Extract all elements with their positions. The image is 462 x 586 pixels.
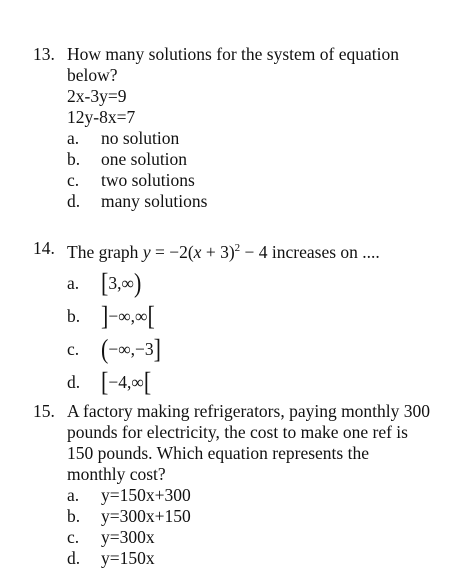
interval-open-bracket: ]: [101, 300, 109, 332]
interval-close-bracket: [: [147, 300, 155, 332]
question-stem: [67, 238, 456, 263]
option-letter: b.: [67, 149, 81, 169]
option-text: y=150x+300: [101, 485, 191, 505]
interval-bounds: 3,∞: [108, 273, 134, 294]
option-letter: a.: [67, 485, 80, 505]
interval-bounds: −4,∞: [108, 372, 144, 393]
question-line: monthly cost?: [67, 464, 166, 484]
math-exponent: 2: [234, 242, 241, 254]
interval: [101, 300, 155, 332]
question-text: [67, 238, 456, 263]
option-a: [67, 485, 456, 506]
option-letter: b.: [67, 306, 81, 327]
option-letter: c.: [67, 339, 80, 360]
question-line: pounds for electricity, the cost to make one ref is: [67, 422, 408, 442]
option-text: y=150x: [101, 548, 155, 568]
equation-line: 12y-8x=7: [67, 107, 136, 127]
option-letter: c.: [67, 170, 80, 190]
question-number: 13.: [33, 44, 55, 64]
option-d: [67, 366, 456, 398]
option-letter: d.: [67, 548, 81, 568]
question-number: 14.: [33, 238, 55, 258]
interval-bounds: −∞,∞: [108, 306, 148, 327]
math-eq-part: + 3): [201, 241, 235, 262]
interval-close-bracket: [: [143, 366, 152, 398]
math-eq-part: − 4: [240, 241, 268, 262]
option-text: no solution: [101, 128, 180, 148]
option-text: y=300x+150: [101, 506, 191, 526]
option-letter: a.: [67, 128, 80, 148]
option-letter: b.: [67, 506, 81, 526]
question-15: [33, 401, 456, 569]
option-text: two solutions: [101, 170, 195, 190]
option-letter: a.: [67, 273, 80, 294]
math-var-y: y: [142, 241, 151, 262]
option-a: [67, 128, 456, 149]
option-letter: c.: [67, 527, 80, 547]
question-text: [67, 44, 456, 128]
equation-line: 2x-3y=9: [67, 86, 127, 106]
option-c: [67, 170, 456, 191]
interval-close-bracket: ]: [153, 333, 161, 365]
option-letter: d.: [67, 191, 81, 211]
interval: [101, 366, 152, 398]
interval: [101, 333, 161, 365]
interval-open-bracket: (: [101, 333, 109, 365]
option-text: many solutions: [101, 191, 208, 211]
interval: [101, 267, 142, 299]
question-text: [67, 401, 456, 485]
question-number: 15.: [33, 401, 55, 421]
interval-bounds: −∞,−3: [108, 339, 154, 360]
question-14: [33, 238, 456, 398]
option-d: [67, 548, 456, 569]
interval-close-bracket: ): [133, 267, 142, 299]
stem-suffix: increases on ....: [267, 241, 380, 262]
interval-open-bracket: [: [101, 267, 109, 299]
option-text: y=300x: [101, 527, 155, 547]
stem-prefix: The graph: [67, 241, 139, 262]
question-line: 150 pounds. Which equation represents the: [67, 443, 369, 463]
question-line: A factory making refrigerators, paying monthly 300: [67, 401, 431, 421]
math-var-x: x: [193, 241, 202, 262]
option-c: [67, 527, 456, 548]
option-c: [67, 333, 456, 365]
option-a: [67, 267, 456, 299]
math-eq-part: = −2(: [150, 241, 194, 262]
option-b: [67, 506, 456, 527]
option-letter: d.: [67, 372, 81, 393]
question-line: below?: [67, 65, 118, 85]
option-b: [67, 149, 456, 170]
question-13: [33, 44, 456, 212]
option-d: [67, 191, 456, 212]
option-text: one solution: [101, 149, 188, 169]
option-b: [67, 300, 456, 332]
question-line: How many solutions for the system of equation: [67, 44, 399, 64]
interval-open-bracket: [: [101, 366, 109, 398]
